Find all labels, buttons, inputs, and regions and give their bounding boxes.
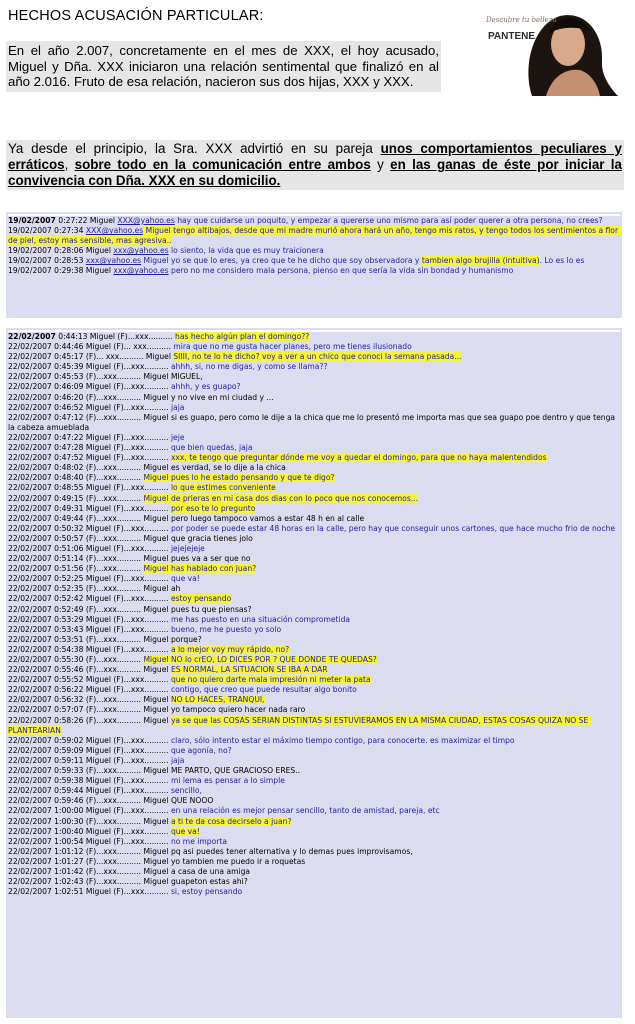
- chat-line: [8, 463, 620, 473]
- chat-timestamp: 22/02/2007 0:52:42 Miguel (F)...xxx..........: [8, 594, 171, 604]
- chat-line: [8, 330, 620, 342]
- chat-message: Miguel yo se que lo eres, ya creo que te he dicho que soy observadora y: [141, 256, 422, 266]
- chat-timestamp: 22/02/2007 1:02:43 (F)...xxx.......... Miguel: [8, 877, 171, 887]
- chat-message: mira que no me gusta hacer planes, pero me tienes ilusionado: [173, 342, 412, 352]
- chat-line: [8, 877, 620, 887]
- chat-message: xxx, te tengo que preguntar dónde me voy a quedar el domingo, para que no haya malentendidos: [170, 453, 547, 463]
- chat-message: Miguel NO lo crEO, LO DICES POR ? QUE DONDE TE QUEDAS?: [143, 655, 377, 664]
- chat-line: [8, 453, 620, 463]
- chat-message: a casa de una amiga: [170, 866, 251, 876]
- chat-message: pues va a ser que no: [170, 554, 251, 564]
- chat-message: pero no me considero mala persona, pienso en que sería la vida sin bondad y humanismo: [168, 266, 514, 276]
- chat-message: no me importa: [170, 836, 228, 846]
- chat-message: jejejejeje: [170, 543, 205, 553]
- chat-line: [8, 544, 620, 554]
- p2-bold-1: unos comportamientos peculiares y erráticos: [8, 141, 622, 172]
- chat-message: NO LO HACES, TRANQUI,: [170, 695, 265, 705]
- chat-timestamp: 19/02/2007 0:28:06 Miguel: [8, 246, 114, 256]
- chat-line: [8, 266, 620, 276]
- intro-paragraph: En el año 2.007, concretamente en el mes de XXX, el hoy acusado, Miguel y Dña. XXX iniciaron una relación sentimental que finalizó en al año 2.016. Fruto de esa relación, nacieron sus dos hijas, XXX y XXX.: [6, 41, 441, 92]
- chat-message: a lo mejor voy muy rápido, no?: [170, 644, 290, 654]
- p2-text-1: Ya desde el principio, la Sra. XXX advirtió en su pareja: [8, 141, 381, 156]
- chat-message: Miguel de prieras en mi casa dos dias con lo poco que nos conocemos...: [143, 493, 419, 503]
- chat-date: 22/02/2007: [8, 332, 56, 341]
- chat-timestamp: 22/02/2007 0:45:39 Miguel (F)...xxx..........: [8, 362, 171, 372]
- chat-timestamp: 22/02/2007 0:48:02 (F)...xxx.......... Miguel: [8, 463, 171, 473]
- chat-timestamp: 22/02/2007 1:01:12 (F)...xxx.......... Miguel: [8, 846, 171, 856]
- chat-line: [8, 635, 620, 645]
- ad-brand: PANTENE: [488, 31, 536, 42]
- p2-bold-3: en las ganas de éste por iniciar la convivencia con Dña. XXX en su domicilio.: [8, 157, 622, 188]
- chat-line: [8, 817, 620, 827]
- chat-message: estoy pensando: [170, 594, 232, 604]
- chat-message: en una relación es mejor pensar sencillo, tanto de amistad, pareja, etc: [170, 806, 440, 816]
- chat-message: QUE NOOO: [170, 796, 214, 806]
- chat-message: yo tampoco quiero hacer nada raro: [170, 705, 306, 715]
- chat-log-19-02: [6, 212, 622, 318]
- chat-message: Miguel tengo altibajos, desde que mi madre murió ahora hará un año, tengo mis ratos, y tengo todos los sentimientos a flor de piel, estoy mas sensible, mas agresiva..: [8, 226, 621, 246]
- p2-bold-2: sobre todo en la comunicación entre ambos: [74, 157, 371, 172]
- chat-timestamp: 19/02/2007 0:27:34: [8, 226, 86, 236]
- chat-timestamp: 22/02/2007 0:55:30 (F)...xxx..........: [8, 655, 144, 664]
- chat-line: [8, 887, 620, 897]
- chat-timestamp: 22/02/2007 1:02:51 Miguel (F)...xxx..........: [8, 887, 171, 897]
- chat-line: [8, 756, 620, 766]
- ad-tagline: Descubre tu belleza: [486, 16, 557, 24]
- chat-message: que agonía, no?: [170, 745, 232, 755]
- chat-timestamp: 22/02/2007 0:57:07 (F)...xxx.......... Miguel: [8, 705, 171, 715]
- chat-message: hay que cuidarse un poquito, y empezar a quererse uno mismo para así poder querer a otra persona, no crees?: [174, 216, 603, 225]
- p2-text-2: ,: [64, 157, 75, 172]
- second-paragraph: [6, 140, 624, 190]
- chat-timestamp: 22/02/2007 0:54:38 Miguel (F)...xxx..........: [8, 644, 171, 654]
- chat-timestamp: 22/02/2007 0:46:09 Miguel (F)...xxx..........: [8, 382, 171, 392]
- chat-message: que va!: [170, 574, 200, 584]
- chat-timestamp: 22/02/2007 0:49:15 (F)...xxx..........: [8, 493, 144, 503]
- chat-message: por poder se puede estar 48 horas en la calle, pero hay que conseguir unos cartones, que hace mucho frio de noche: [170, 523, 616, 533]
- chat-message: que bien quedas, jaja: [170, 443, 253, 453]
- chat-line: [8, 867, 620, 877]
- chat-line: [8, 605, 620, 615]
- chat-timestamp: 22/02/2007 0:59:38 Miguel (F)...xxx..........: [8, 776, 171, 786]
- chat-message: sencillo,: [170, 786, 202, 796]
- chat-line: [8, 827, 620, 837]
- chat-line: [8, 685, 620, 695]
- chat-message: lo siento, la vida que es muy traicionera: [168, 246, 324, 256]
- chat-timestamp: 19/02/2007 0:28:53: [8, 256, 86, 266]
- chat-line: [8, 847, 620, 857]
- chat-message: si es guapo, pero como le dije a la chica que me lo presentó me importa mas que sea guapo poe dentro y que tenga la cabeza amueblada: [8, 412, 618, 432]
- chat-timestamp: 22/02/2007 0:49:44 (F)...xxx.......... Miguel: [8, 513, 171, 523]
- chat-message: Miguel pues lo he estado pensando y que te digo?: [143, 473, 335, 483]
- chat-line: [8, 705, 620, 715]
- chat-line: [8, 615, 620, 625]
- chat-message: por eso te lo pregunto: [170, 503, 256, 513]
- chat-line: [8, 746, 620, 756]
- email-link[interactable]: XXX@yahoo.es: [85, 226, 144, 236]
- chat-line: [8, 776, 620, 786]
- chat-timestamp: 22/02/2007 0:45:17 (F)... xxx.......... Miguel: [8, 352, 174, 362]
- chat-line: [8, 352, 620, 362]
- chat-timestamp: 22/02/2007 1:00:40 Miguel (F)...xxx..........: [8, 826, 171, 836]
- chat-message: contigo, que creo que puede resultar algo bonito: [170, 685, 357, 695]
- chat-line: [8, 483, 620, 493]
- chat-line: [8, 504, 620, 514]
- chat-message: ME PARTO, QUE GRACIOSO ERES..: [170, 766, 301, 776]
- chat-line: [8, 716, 620, 736]
- chat-line: [8, 514, 620, 524]
- chat-line: [8, 594, 620, 604]
- pantene-ad-image: [462, 4, 620, 96]
- chat-timestamp: 22/02/2007 0:47:52 Miguel (F)...xxx..........: [8, 453, 171, 463]
- chat-timestamp: 22/02/2007 0:51:56 (F)...xxx..........: [8, 564, 144, 574]
- chat-message: es verdad, se lo dije a la chica: [170, 463, 286, 473]
- chat-message: y no vive en mi ciudad y ...: [170, 392, 274, 402]
- p2-text-3: y: [370, 157, 391, 172]
- chat-message: porque?: [170, 634, 202, 644]
- chat-log-22-02: [6, 328, 622, 1018]
- chat-line: [8, 214, 620, 226]
- chat-message: jaja: [170, 402, 185, 412]
- chat-timestamp: 22/02/2007 0:44:46 Miguel (F)... xxx..........: [8, 342, 174, 352]
- chat-line: [8, 256, 620, 266]
- chat-line: [8, 413, 620, 433]
- chat-line: [8, 473, 620, 483]
- chat-line: [8, 564, 620, 574]
- chat-line: [8, 554, 620, 564]
- chat-timestamp: 22/02/2007 1:01:42 (F)...xxx.......... Miguel: [8, 866, 171, 876]
- chat-timestamp: 22/02/2007 0:52:49 (F)...xxx.......... Miguel: [8, 604, 171, 614]
- chat-timestamp: 22/02/2007 0:59:44 Miguel (F)...xxx..........: [8, 786, 171, 796]
- chat-timestamp: 22/02/2007 0:50:32 Miguel (F)...xxx..........: [8, 523, 171, 533]
- chat-line: [8, 806, 620, 816]
- chat-timestamp: 22/02/2007 1:00:00 Miguel (F)...xxx..........: [8, 806, 171, 816]
- chat-message: que va!: [170, 826, 200, 836]
- chat-line: [8, 382, 620, 392]
- chat-timestamp: 22/02/2007 0:51:06 Miguel (F)...xxx..........: [8, 543, 171, 553]
- chat-timestamp: 22/02/2007 0:59:09 Miguel (F)...xxx..........: [8, 745, 171, 755]
- chat-line: [8, 736, 620, 746]
- chat-timestamp: 22/02/2007 0:53:51 (F)...xxx.......... Miguel: [8, 634, 171, 644]
- chat-timestamp: 22/02/2007 1:00:30 (F)...xxx.......... Miguel: [8, 816, 171, 826]
- chat-message: ahhh, si, no me digas, y como se llama??: [170, 362, 328, 372]
- chat-line: [8, 393, 620, 403]
- chat-line: [8, 857, 620, 867]
- chat-timestamp: 22/02/2007 0:50:57 (F)...xxx.......... Miguel: [8, 533, 171, 543]
- chat-timestamp: 22/02/2007 0:56:32 (F)...xxx.......... Miguel: [8, 695, 171, 705]
- chat-line: [8, 574, 620, 584]
- chat-line: [8, 584, 620, 594]
- chat-message: yo tambien me puedo ir a roquetas: [170, 856, 306, 866]
- chat-message: bueno, me he puesto yo solo: [170, 624, 282, 634]
- chat-line: [8, 675, 620, 685]
- chat-timestamp: 22/02/2007 0:59:33 (F)...xxx.......... Miguel: [8, 766, 171, 776]
- chat-line: [8, 655, 620, 665]
- chat-timestamp: 22/02/2007 0:53:43 Miguel (F)...xxx..........: [8, 624, 171, 634]
- chat-timestamp: 22/02/2007 0:56:22 Miguel (F)...xxx..........: [8, 685, 171, 695]
- chat-timestamp: 22/02/2007 0:48:55 Miguel (F)...xxx..........: [8, 483, 171, 493]
- chat-message: que no quiero darte mala impresión ni meter la pata: [170, 675, 371, 685]
- chat-line: [8, 246, 620, 256]
- chat-message: lo que estimes conveniente: [170, 483, 276, 493]
- chat-line: [8, 443, 620, 453]
- chat-timestamp: 22/02/2007 0:49:31 Miguel (F)...xxx..........: [8, 503, 171, 513]
- chat-message: jeje: [170, 432, 185, 442]
- chat-message: a ti te da cosa decirselo a juan?: [170, 816, 292, 826]
- chat-line: [8, 837, 620, 847]
- chat-line: [8, 796, 620, 806]
- chat-line: [8, 494, 620, 504]
- chat-line: [8, 534, 620, 544]
- chat-message: pero luego tampoco vamos a estar 48 h en al calle: [170, 513, 365, 523]
- chat-timestamp: 22/02/2007 0:59:02 Miguel (F)...xxx..........: [8, 735, 171, 745]
- chat-line: [8, 403, 620, 413]
- chat-message: mi lema es pensar a lo simple: [170, 776, 285, 786]
- chat-line: [8, 625, 620, 635]
- chat-message: me has puesto en una situación comprometida: [170, 614, 351, 624]
- chat-line: [8, 766, 620, 776]
- chat-message: ES NORMAL, LA SITUACION SE IBA A DAR: [170, 665, 328, 675]
- chat-message-highlight: tambien algo brujilla (intuitiva): [421, 256, 540, 266]
- chat-line: [8, 362, 620, 372]
- chat-message: SIIII, no te lo he dicho? voy a ver a un chico que conoci la semana pasada...: [173, 352, 462, 362]
- chat-timestamp: 22/02/2007 0:45:53 (F)...xxx.......... Miguel: [8, 372, 171, 382]
- chat-line: [8, 372, 620, 382]
- chat-message: ya se que las COSAS SERIAN DISTINTAS SI ESTUVIERAMOS EN LA MISMA CIUDAD, ESTAS COSAS QUIZA NO SE PLANTEARIAN: [8, 715, 591, 735]
- chat-message: has hecho algún plan el domingo??: [175, 332, 310, 341]
- chat-timestamp: 22/02/2007 0:52:35 (F)...xxx.......... Miguel: [8, 584, 171, 594]
- email-link[interactable]: xxx@yahoo.es: [113, 246, 169, 256]
- chat-timestamp: 22/02/2007 0:53:29 Miguel (F)...xxx..........: [8, 614, 171, 624]
- chat-message: ah: [170, 584, 181, 594]
- chat-timestamp: 0:44:13 Miguel (F)...xxx..........: [55, 332, 175, 341]
- chat-timestamp: 22/02/2007 0:48:40 (F)...xxx..........: [8, 473, 144, 483]
- chat-timestamp: 22/02/2007 0:47:28 Miguel (F)...xxx..........: [8, 443, 171, 453]
- chat-message: si, estoy pensando: [170, 887, 243, 897]
- chat-timestamp: 22/02/2007 0:58:26 (F)...xxx.......... Miguel: [8, 715, 171, 725]
- chat-line: [8, 665, 620, 675]
- page-heading: HECHOS ACUSACIÓN PARTICULAR:: [8, 8, 264, 24]
- chat-message: jaja: [170, 755, 185, 765]
- chat-message: claro, sólo intento estar el máximo tiempo contigo, para conocerte. es maximizar el timpo: [170, 735, 515, 745]
- email-link[interactable]: xxx@yahoo.es: [113, 266, 169, 276]
- chat-message: pq asi puedes tener alternativa y lo demas pues improvisamos,: [170, 846, 413, 856]
- chat-date: 19/02/2007: [8, 216, 56, 225]
- chat-message: ahhh, y es guapo?: [170, 382, 241, 392]
- chat-message: pues tu que piensas?: [170, 604, 252, 614]
- chat-timestamp: 22/02/2007 0:55:52 Miguel (F)...xxx..........: [8, 675, 171, 685]
- chat-timestamp: 19/02/2007 0:29:38 Miguel: [8, 266, 114, 276]
- chat-message: . Lo es lo es: [539, 256, 585, 266]
- chat-timestamp: 22/02/2007 0:51:14 (F)...xxx.......... Miguel: [8, 554, 171, 564]
- email-link[interactable]: XXX@yahoo.es: [117, 216, 175, 225]
- chat-timestamp: 22/02/2007 1:01:27 (F)...xxx.......... Miguel: [8, 856, 171, 866]
- chat-line: [8, 342, 620, 352]
- email-link[interactable]: xxx@yahoo.es: [85, 256, 142, 266]
- chat-line: [8, 695, 620, 705]
- chat-message: guapeton estas ahi?: [170, 877, 248, 887]
- chat-message: Miguel has hablado con juan?: [143, 564, 257, 574]
- chat-timestamp: 22/02/2007 0:59:11 Miguel (F)...xxx..........: [8, 755, 171, 765]
- chat-line: [8, 524, 620, 534]
- chat-timestamp: 22/02/2007 0:52:25 Miguel (F)...xxx..........: [8, 574, 171, 584]
- chat-timestamp: 22/02/2007 0:47:22 Miguel (F)...xxx..........: [8, 432, 171, 442]
- chat-timestamp: 22/02/2007 0:46:52 Miguel (F)...xxx..........: [8, 402, 171, 412]
- chat-line: [8, 786, 620, 796]
- chat-timestamp: 22/02/2007 0:47:12 (F)...xxx.......... Miguel: [8, 412, 171, 422]
- chat-line: [8, 226, 620, 246]
- chat-message: que gracia tienes jolo: [170, 533, 253, 543]
- chat-timestamp: 0:27:22 Miguel: [55, 216, 118, 225]
- chat-line: [8, 645, 620, 655]
- chat-timestamp: 22/02/2007 0:59:46 (F)...xxx.......... Miguel: [8, 796, 171, 806]
- chat-message: MIGUEL,: [170, 372, 203, 382]
- chat-timestamp: 22/02/2007 0:46:20 (F)...xxx.......... Miguel: [8, 392, 171, 402]
- chat-timestamp: 22/02/2007 1:00:54 Miguel (F)...xxx..........: [8, 836, 171, 846]
- chat-line: [8, 433, 620, 443]
- chat-timestamp: 22/02/2007 0:55:46 (F)...xxx.......... Miguel: [8, 665, 171, 675]
